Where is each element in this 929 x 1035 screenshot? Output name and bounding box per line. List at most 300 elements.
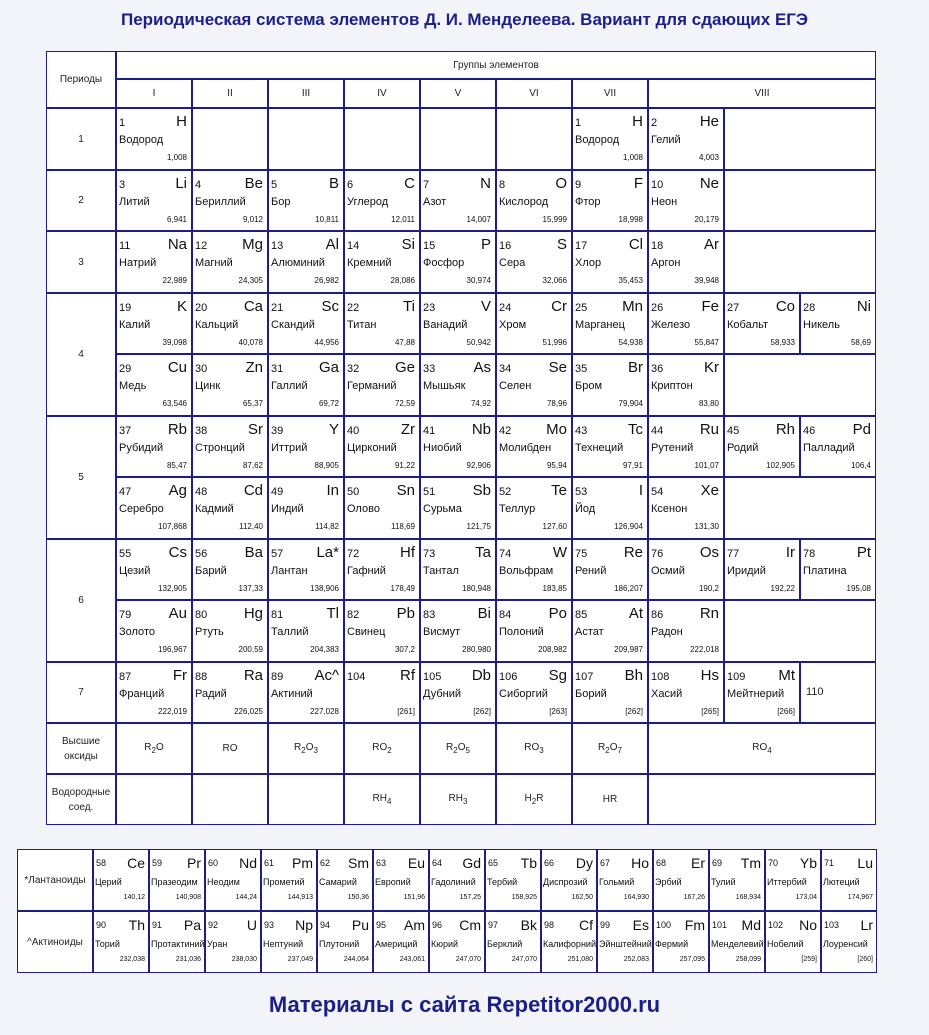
- element-cell: [597, 911, 653, 973]
- element-symbol: Cl: [628, 236, 643, 253]
- atomic-number: 59: [152, 858, 163, 868]
- atomic-number: 1: [119, 117, 126, 129]
- element-cell: [800, 539, 876, 600]
- atomic-mass: 39,098: [162, 338, 187, 347]
- element-cell: [541, 849, 597, 911]
- oxide-formula: $R_2O_7$: [598, 742, 622, 755]
- element-cell: [485, 911, 541, 973]
- element-name: Празеодим: [151, 877, 198, 887]
- element-symbol: Sm: [348, 855, 369, 871]
- atomic-number: 42: [499, 425, 512, 437]
- atomic-number: 60: [208, 858, 219, 868]
- atomic-mass: 54,938: [618, 338, 643, 347]
- atomic-mass: 167,26: [683, 894, 705, 901]
- atomic-mass: 118,69: [391, 522, 415, 531]
- element-cell: [344, 170, 420, 231]
- element-cell: [496, 477, 572, 539]
- element-cell: [192, 354, 268, 416]
- element-cell: [192, 539, 268, 600]
- group-numeral: V: [454, 88, 462, 99]
- element-symbol: Sc: [321, 298, 339, 315]
- atomic-mass: 85,47: [166, 461, 187, 470]
- element-symbol: Sb: [472, 482, 491, 499]
- empty-cell: [724, 108, 876, 170]
- element-symbol: Hs: [700, 667, 719, 684]
- atomic-mass: 157,25: [459, 894, 481, 901]
- groups-header-label: Группы элементов: [453, 59, 539, 71]
- element-name: Неон: [651, 196, 678, 208]
- atomic-mass: 114,82: [315, 522, 339, 531]
- atomic-mass: 44,956: [314, 338, 339, 347]
- element-name: Марганец: [575, 319, 625, 331]
- element-symbol: Lr: [860, 917, 873, 933]
- atomic-mass: 280,980: [462, 645, 491, 654]
- element-name: Вольфрам: [499, 565, 554, 577]
- element-name: Сиборгий: [499, 688, 548, 700]
- element-name: Сурьма: [423, 503, 462, 515]
- element-cell: [420, 354, 496, 416]
- atomic-number: 64: [432, 858, 443, 868]
- element-symbol: P: [480, 236, 491, 253]
- element-symbol: Er: [691, 855, 705, 871]
- element-name: Иттрий: [271, 442, 308, 454]
- atomic-mass: 112,40: [239, 522, 263, 531]
- element-cell: [572, 662, 648, 723]
- atomic-mass: 132,905: [158, 584, 187, 593]
- element-name: Германий: [347, 380, 397, 392]
- element-symbol: Po: [548, 605, 567, 622]
- group-numeral: I: [152, 88, 156, 99]
- element-cell: [496, 354, 572, 416]
- element-name: Сера: [499, 257, 526, 269]
- empty-cell: [724, 477, 876, 539]
- empty-cell: [344, 108, 420, 170]
- atomic-number: 93: [264, 920, 275, 930]
- element-name: Серебро: [119, 503, 164, 515]
- oxides-label: [46, 723, 116, 774]
- element-name: Нобелий: [767, 939, 804, 949]
- element-symbol: Ce: [127, 855, 145, 871]
- element-cell: [116, 539, 192, 600]
- atomic-mass: 87,62: [242, 461, 263, 470]
- atomic-number: 81: [271, 609, 284, 621]
- atomic-number: 103: [824, 920, 840, 930]
- oxides-label-text: Высшие оксиды: [61, 735, 101, 762]
- element-cell: [93, 911, 149, 973]
- element-name: Кюрий: [431, 939, 459, 949]
- atomic-mass: 88,905: [314, 461, 339, 470]
- element-name: Кремний: [347, 257, 392, 269]
- oxide-formula: $R_2O_5$: [446, 742, 470, 755]
- atomic-mass: 9,012: [242, 215, 263, 224]
- actinides-label-text: ^Актиноиды: [27, 936, 83, 948]
- element-cell: [420, 600, 496, 662]
- atomic-number: 32: [347, 363, 360, 375]
- oxide-formula: RO: [222, 743, 238, 754]
- element-cell: [192, 600, 268, 662]
- element-symbol: N: [480, 175, 491, 192]
- element-name: Платина: [803, 565, 847, 577]
- element-name: Кислород: [499, 196, 549, 208]
- element-name: Рений: [575, 565, 607, 577]
- element-name: Полоний: [499, 626, 544, 638]
- hydride-cell-1: [116, 774, 192, 825]
- atomic-number: 23: [423, 302, 436, 314]
- atomic-number: 51: [423, 486, 436, 498]
- element-symbol: Rf: [400, 667, 415, 684]
- element-symbol: Ti: [403, 298, 415, 315]
- element-symbol: Sr: [248, 421, 263, 438]
- atomic-mass: 101,07: [694, 461, 719, 470]
- element-symbol: Ni: [856, 298, 871, 315]
- element-name: Берклий: [487, 939, 523, 949]
- atomic-mass: 40,078: [238, 338, 263, 347]
- atomic-mass: 227,028: [310, 707, 339, 716]
- atomic-number: 9: [575, 179, 582, 191]
- group-numeral: IV: [377, 88, 387, 99]
- element-name: Борий: [575, 688, 607, 700]
- element-cell: [420, 662, 496, 723]
- element-symbol: Pr: [187, 855, 201, 871]
- element-cell: [572, 539, 648, 600]
- element-cell: [192, 293, 268, 354]
- element-symbol: Nb: [471, 421, 491, 438]
- element-symbol: La*: [316, 544, 339, 561]
- atomic-number: 86: [651, 609, 664, 621]
- atomic-mass: 26,982: [314, 276, 339, 285]
- atomic-mass: 91,22: [394, 461, 415, 470]
- element-symbol: He: [699, 113, 719, 130]
- element-symbol: Rh: [775, 421, 795, 438]
- atomic-number: 90: [96, 920, 107, 930]
- element-name: Алюминий: [271, 257, 325, 269]
- atomic-number: 31: [271, 363, 284, 375]
- element-name: Родий: [727, 442, 759, 454]
- element-cell: [93, 849, 149, 911]
- element-name: Эрбий: [655, 877, 682, 887]
- element-cell: [648, 477, 724, 539]
- element-symbol: Pm: [292, 855, 313, 871]
- lanthanides-label-text: *Лантаноиды: [24, 874, 86, 886]
- atomic-number: 17: [575, 240, 588, 252]
- oxide-cell-6: [496, 723, 572, 774]
- element-name: Свинец: [347, 626, 386, 638]
- atomic-mass: 178,49: [390, 584, 415, 593]
- element-cell: [496, 662, 572, 723]
- element-name: Ксенон: [651, 503, 688, 515]
- atomic-number: 80: [195, 609, 208, 621]
- element-cell: [496, 170, 572, 231]
- element-symbol: Pb: [396, 605, 415, 622]
- element-name: Менделевий: [711, 939, 764, 949]
- atomic-mass: 22,989: [162, 276, 187, 285]
- element-symbol: Bh: [624, 667, 643, 684]
- element-cell: [116, 293, 192, 354]
- element-cell: [648, 662, 724, 723]
- atomic-number: 46: [803, 425, 816, 437]
- atomic-number: 84: [499, 609, 512, 621]
- atomic-number: 20: [195, 302, 208, 314]
- hydride-formula: HR: [602, 794, 618, 805]
- element-symbol: Mt: [778, 667, 795, 684]
- element-symbol: Mo: [546, 421, 567, 438]
- element-symbol: At: [628, 605, 643, 622]
- element-symbol: H: [176, 113, 187, 130]
- element-cell: [572, 600, 648, 662]
- atomic-mass: 50,942: [466, 338, 491, 347]
- atomic-number: 63: [376, 858, 387, 868]
- atomic-number: 18: [651, 240, 664, 252]
- group-numeral: VI: [529, 88, 539, 99]
- atomic-number: 77: [727, 548, 740, 560]
- element-cell: [821, 911, 877, 973]
- oxide-cell-5: [420, 723, 496, 774]
- atomic-number: 68: [656, 858, 667, 868]
- element-name: Мышьяк: [423, 380, 466, 392]
- atomic-number: 104: [347, 671, 366, 683]
- element-symbol: Tm: [740, 855, 761, 871]
- element-cell: [541, 911, 597, 973]
- atomic-number: 96: [432, 920, 443, 930]
- page-title: Периодическая система элементов Д. И. Менделеева. Вариант для сдающих ЕГЭ: [120, 10, 809, 29]
- element-name: Технеций: [575, 442, 624, 454]
- atomic-mass: 28,086: [390, 276, 415, 285]
- element-cell: [800, 293, 876, 354]
- element-name: Хасий: [651, 688, 683, 700]
- atomic-number: 105: [423, 671, 442, 683]
- atomic-mass: 69,72: [318, 399, 339, 408]
- element-cell: [420, 293, 496, 354]
- element-cell: [572, 108, 648, 170]
- element-symbol: Np: [295, 917, 313, 933]
- group-header-4: [344, 79, 420, 108]
- element-name: Эйнштейний: [599, 939, 652, 949]
- oxide-cell-2: [192, 723, 268, 774]
- element-cell: [648, 293, 724, 354]
- atomic-number: 61: [264, 858, 275, 868]
- element-symbol: Au: [168, 605, 187, 622]
- element-cell: [192, 662, 268, 723]
- element-cell: [648, 354, 724, 416]
- atomic-mass: 1,008: [622, 153, 643, 162]
- period-label-1: [46, 108, 116, 170]
- atomic-mass: 15,999: [542, 215, 567, 224]
- element-cell: [268, 477, 344, 539]
- element-symbol: Al: [325, 236, 339, 253]
- element-symbol: Ac^: [314, 667, 339, 684]
- element-symbol: Ho: [631, 855, 649, 871]
- element-symbol: Fr: [172, 667, 187, 684]
- element-name: Радий: [195, 688, 227, 700]
- atomic-number: 34: [499, 363, 512, 375]
- element-symbol: Ra: [243, 667, 263, 684]
- element-cell: [344, 539, 420, 600]
- empty-cell: [724, 231, 876, 293]
- element-symbol: Sg: [548, 667, 567, 684]
- atomic-number: 8: [499, 179, 506, 191]
- element-name: Иридий: [727, 565, 766, 577]
- atomic-number: 24: [499, 302, 512, 314]
- element-name: Америций: [375, 939, 418, 949]
- element-cell: [205, 849, 261, 911]
- element-cell: [116, 354, 192, 416]
- period-label-3: [46, 231, 116, 293]
- periods-header-label: Периоды: [59, 74, 103, 85]
- atomic-number: 53: [575, 486, 588, 498]
- period-number: 1: [78, 133, 84, 145]
- element-cell: [192, 231, 268, 293]
- element-cell: [420, 477, 496, 539]
- element-name: Скандий: [271, 319, 315, 331]
- atomic-number: 1: [575, 117, 582, 129]
- atomic-mass: 196,967: [158, 645, 187, 654]
- element-cell: [261, 911, 317, 973]
- atomic-mass: 247,070: [455, 956, 481, 963]
- atomic-mass: 35,453: [618, 276, 643, 285]
- group-header-8: [648, 79, 876, 108]
- atomic-number: 99: [600, 920, 611, 930]
- element-name: Водород: [119, 134, 164, 146]
- atomic-number: 97: [488, 920, 499, 930]
- element-name: Кальций: [195, 319, 239, 331]
- atomic-number: 85: [575, 609, 588, 621]
- element-name: Плутоний: [319, 939, 360, 949]
- atomic-number: 69: [712, 858, 723, 868]
- element-cell: [648, 231, 724, 293]
- element-symbol: O: [555, 175, 567, 192]
- atomic-number: 7: [423, 179, 430, 191]
- element-name: Гольмий: [599, 877, 635, 887]
- element-symbol: Ne: [699, 175, 719, 192]
- atomic-mass: 30,974: [466, 276, 491, 285]
- atomic-number: 35: [575, 363, 588, 375]
- atomic-number: 47: [119, 486, 132, 498]
- element-symbol: W: [552, 544, 567, 561]
- element-cell: [261, 849, 317, 911]
- element-name: Никель: [803, 319, 840, 331]
- hydride-cell-2: [192, 774, 268, 825]
- element-cell: [821, 849, 877, 911]
- hydride-cell-5: [420, 774, 496, 825]
- atomic-mass: 208,982: [538, 645, 567, 654]
- group-header-5: [420, 79, 496, 108]
- atomic-number: 66: [544, 858, 555, 868]
- atomic-number: 37: [119, 425, 132, 437]
- element-symbol: Hf: [400, 544, 415, 561]
- element-symbol: C: [404, 175, 415, 192]
- element-name: Иттербий: [767, 877, 807, 887]
- oxide-cell-1: [116, 723, 192, 774]
- element-cell: [653, 849, 709, 911]
- element-cell: [572, 354, 648, 416]
- element-symbol: Pu: [351, 917, 369, 933]
- element-cell: [268, 170, 344, 231]
- atomic-mass: 243,061: [399, 956, 425, 963]
- atomic-number: 78: [803, 548, 816, 560]
- element-cell: [205, 911, 261, 973]
- element-name: Бериллий: [195, 196, 246, 208]
- element-name: Теллур: [499, 503, 536, 515]
- atomic-number: 58: [96, 858, 107, 868]
- element-cell: [268, 416, 344, 477]
- element-symbol: Nd: [239, 855, 257, 871]
- atomic-number: 6: [347, 179, 354, 191]
- atomic-mass: 47,88: [394, 338, 415, 347]
- empty-cell: [268, 108, 344, 170]
- element-name: Селен: [499, 380, 532, 392]
- oxide-cell-3: [268, 723, 344, 774]
- element-symbol: Eu: [407, 855, 425, 871]
- element-cell: [648, 539, 724, 600]
- element-symbol: Ga: [318, 359, 339, 376]
- period-number: 6: [78, 595, 84, 606]
- element-name: Лантан: [271, 565, 308, 577]
- element-name: Франций: [119, 688, 165, 700]
- atomic-mass: 180,948: [462, 584, 491, 593]
- empty-cell: [724, 600, 876, 662]
- atomic-mass: 173,04: [795, 894, 817, 901]
- atomic-number: 33: [423, 363, 436, 375]
- atomic-mass: 252,083: [623, 956, 649, 963]
- atomic-number: 25: [575, 302, 588, 314]
- group-numeral: VII: [603, 88, 617, 99]
- element-symbol: Bk: [520, 917, 537, 933]
- group-header-2: [192, 79, 268, 108]
- element-symbol: Be: [244, 175, 263, 192]
- element-symbol: Am: [404, 917, 425, 933]
- element-110-number: 110: [806, 686, 824, 699]
- atomic-mass: 140,908: [175, 894, 201, 901]
- element-symbol: No: [799, 917, 817, 933]
- atomic-number: 50: [347, 486, 360, 498]
- element-cell: [724, 539, 800, 600]
- atomic-mass: 39,948: [694, 276, 719, 285]
- atomic-number: 89: [271, 671, 284, 683]
- element-cell: [116, 662, 192, 723]
- element-symbol: Ta: [475, 544, 491, 561]
- element-name: Цезий: [119, 565, 151, 577]
- element-cell: [344, 600, 420, 662]
- period-label-6: [46, 539, 116, 662]
- hydrides-label-text: Водородные соед.: [51, 786, 111, 813]
- atomic-number: 15: [423, 240, 436, 252]
- element-symbol: Yb: [799, 855, 817, 871]
- element-symbol: Sn: [396, 482, 415, 499]
- element-cell: [116, 231, 192, 293]
- element-name: Бор: [271, 196, 291, 208]
- element-name: Молибден: [499, 442, 552, 454]
- element-cell: [268, 662, 344, 723]
- element-name: Барий: [195, 565, 227, 577]
- element-name: Водород: [575, 134, 620, 146]
- element-cell: [420, 539, 496, 600]
- atomic-mass: 174,967: [847, 894, 873, 901]
- element-cell: [116, 416, 192, 477]
- atomic-mass: 102,905: [766, 461, 795, 470]
- element-name: Индий: [271, 503, 304, 515]
- atomic-mass: 106,4: [850, 461, 871, 470]
- atomic-mass: 192,22: [770, 584, 795, 593]
- element-symbol: Na: [167, 236, 187, 253]
- atomic-mass: 95,94: [546, 461, 567, 470]
- element-name: Кобальт: [727, 319, 769, 331]
- period-label-4: [46, 293, 116, 416]
- element-cell: [597, 849, 653, 911]
- group-numeral: II: [227, 88, 233, 99]
- element-cell: [724, 662, 800, 723]
- element-name: Гафний: [347, 565, 386, 577]
- atomic-mass: 51,996: [542, 338, 567, 347]
